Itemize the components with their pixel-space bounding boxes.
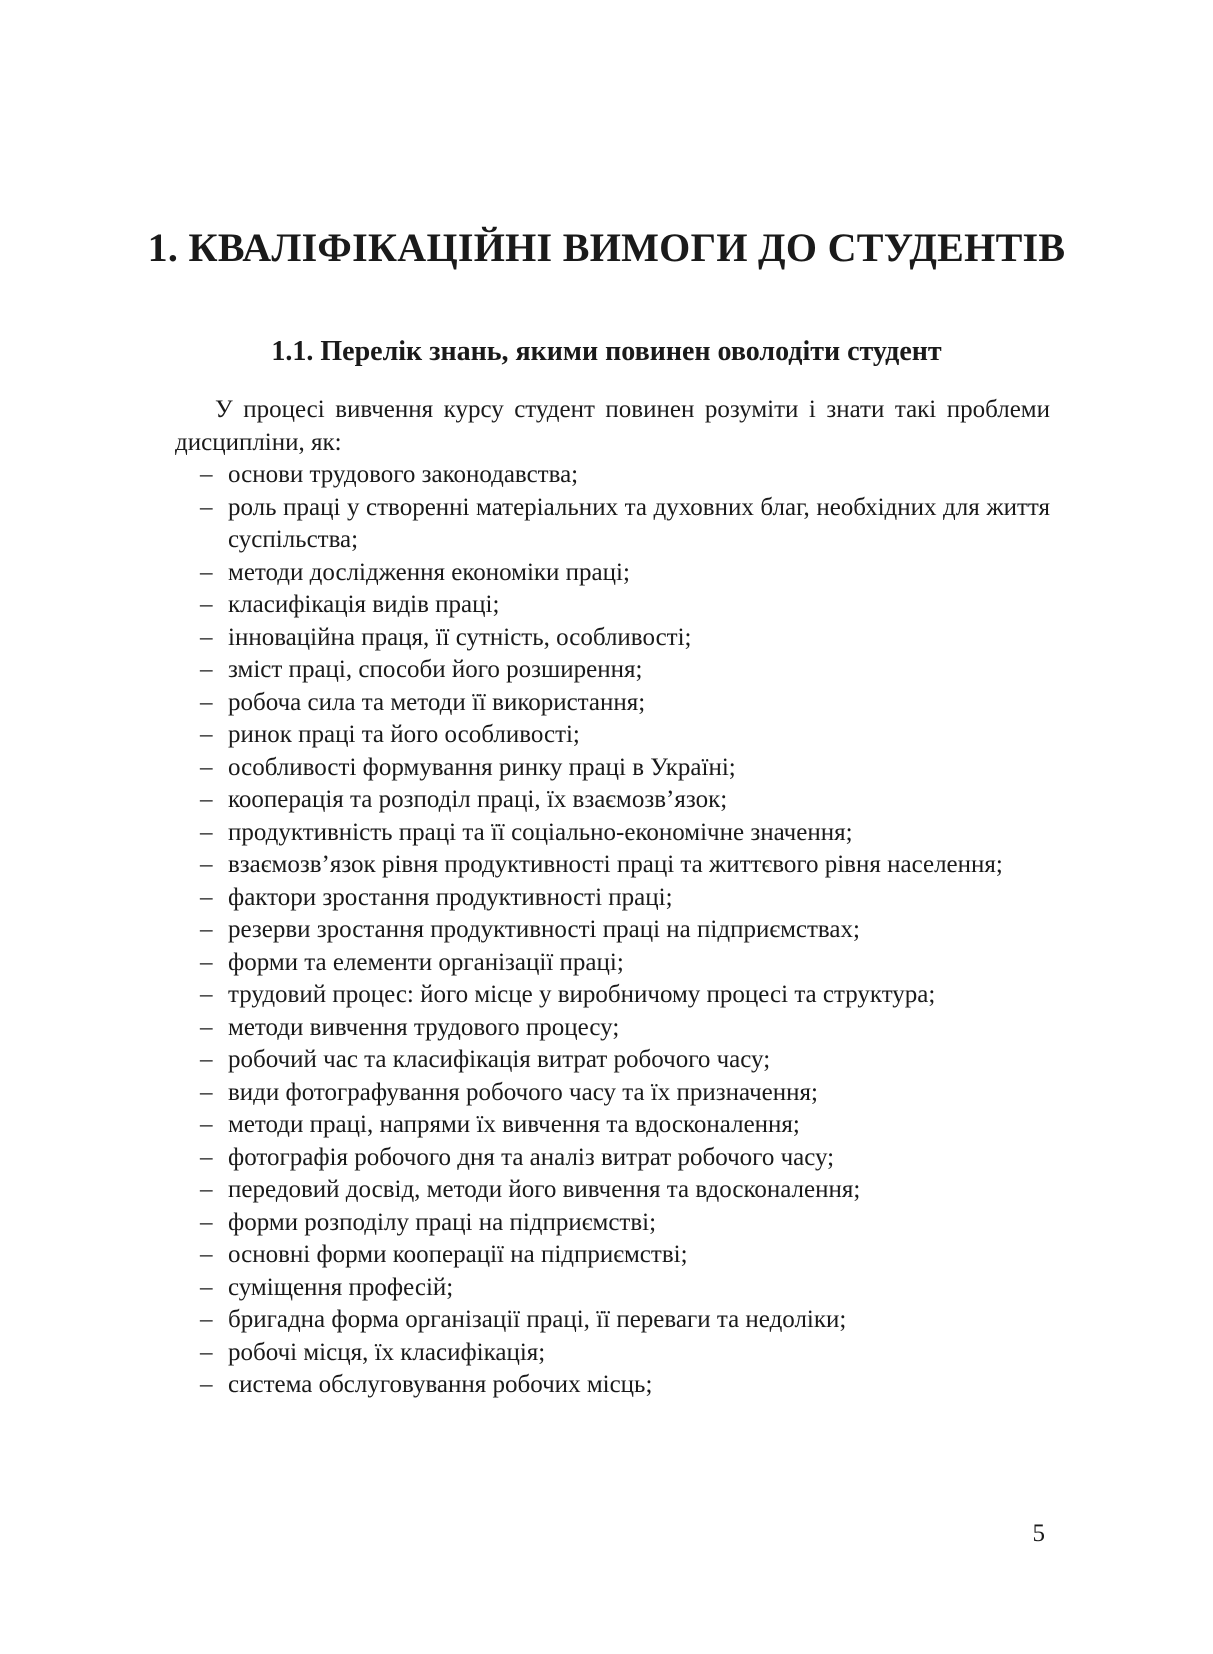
- list-item: [200, 1077, 1050, 1110]
- list-dash-marker: –: [200, 688, 213, 716]
- list-item-text: бригадна форма організації праці, її переваги та недоліки;: [228, 1306, 847, 1333]
- list-item: [200, 622, 1050, 655]
- list-dash-marker: –: [200, 818, 213, 846]
- list-dash-marker: –: [200, 916, 213, 943]
- list-item: [200, 1044, 1050, 1077]
- list-item: [200, 654, 1050, 687]
- list-item: [200, 882, 1050, 915]
- list-item: [200, 1012, 1050, 1045]
- list-item-text: роль праці у створенні матеріальних та духовних благ, необхідних для життя суспільства;: [228, 493, 1050, 553]
- list-item-text: трудовий процес: його місце у виробничому процесі та структура;: [228, 981, 936, 1008]
- list-item: [200, 557, 1050, 590]
- list-dash-marker: –: [200, 753, 213, 781]
- list-item-text: інноваційна праця, її сутність, особливості;: [228, 623, 692, 651]
- list-item-text: робочі місця, їх класифікація;: [228, 1338, 546, 1366]
- list-item: [200, 1207, 1050, 1240]
- list-item: [200, 752, 1050, 785]
- chapter-title: 1. КВАЛІФІКАЦІЙНІ ВИМОГИ ДО СТУДЕНТІВ: [147, 225, 1066, 270]
- list-item-text: класифікація видів праці;: [228, 591, 500, 618]
- list-item: [200, 817, 1050, 850]
- list-item-text: суміщення професій;: [228, 1273, 454, 1301]
- list-item-text: види фотографування робочого часу та їх призначення;: [228, 1078, 818, 1106]
- list-dash-marker: –: [200, 1208, 213, 1236]
- list-dash-marker: –: [200, 1273, 213, 1301]
- list-dash-marker: –: [200, 461, 213, 488]
- list-item: [200, 1239, 1050, 1272]
- list-item: [200, 492, 1050, 557]
- list-dash-marker: –: [200, 981, 213, 1008]
- list-item: [200, 1337, 1050, 1370]
- list-item-text: зміст праці, способи його розширення;: [228, 656, 643, 683]
- knowledge-list: [200, 459, 1050, 1402]
- list-item-text: робоча сила та методи її використання;: [228, 688, 646, 716]
- list-item-text: резерви зростання продуктивності праці на підприємствах;: [228, 916, 860, 943]
- list-dash-marker: –: [200, 1013, 213, 1041]
- list-item-text: основні форми кооперації на підприємстві;: [228, 1241, 688, 1268]
- list-dash-marker: –: [200, 883, 213, 911]
- list-dash-marker: –: [200, 851, 213, 878]
- list-item: [200, 1304, 1050, 1337]
- list-item: [200, 947, 1050, 980]
- list-item-text: фотографія робочого дня та аналіз витрат робочого часу;: [228, 1143, 835, 1171]
- intro-paragraph: У процесі вивчення курсу студент повинен розуміти і знати такі проблеми дисципліни, як:: [175, 396, 1050, 456]
- list-item: [200, 459, 1050, 492]
- list-dash-marker: –: [200, 1338, 213, 1366]
- page-number: 5: [1032, 1520, 1045, 1547]
- list-item-text: ринок праці та його особливості;: [228, 721, 580, 748]
- list-item: [200, 687, 1050, 720]
- list-dash-marker: –: [200, 1111, 213, 1138]
- list-item-text: методи дослідження економіки праці;: [228, 558, 630, 586]
- list-item: [200, 849, 1050, 882]
- list-dash-marker: –: [200, 1143, 213, 1171]
- list-item-text: фактори зростання продуктивності праці;: [228, 883, 673, 911]
- list-item-text: система обслуговування робочих місць;: [228, 1371, 653, 1398]
- list-item: [200, 979, 1050, 1012]
- list-item: [200, 1142, 1050, 1175]
- list-item: [200, 1272, 1050, 1305]
- list-dash-marker: –: [200, 1306, 213, 1333]
- list-item: [200, 1174, 1050, 1207]
- list-dash-marker: –: [200, 786, 213, 813]
- list-item: [200, 914, 1050, 947]
- list-item: [200, 589, 1050, 622]
- list-item: [200, 784, 1050, 817]
- list-dash-marker: –: [200, 1371, 213, 1398]
- list-dash-marker: –: [200, 1078, 213, 1106]
- list-item-text: продуктивність праці та її соціально-економічне значення;: [228, 818, 853, 846]
- list-item-text: передовий досвід, методи його вивчення та вдосконалення;: [228, 1176, 861, 1203]
- list-item-text: робочий час та класифікація витрат робочого часу;: [228, 1046, 771, 1073]
- list-item: [200, 1109, 1050, 1142]
- list-item-text: форми розподілу праці на підприємстві;: [228, 1208, 657, 1236]
- list-dash-marker: –: [200, 721, 213, 748]
- list-dash-marker: –: [200, 558, 213, 586]
- list-dash-marker: –: [200, 591, 213, 618]
- list-item-text: взаємозв’язок рівня продуктивності праці та життєвого рівня населення;: [228, 851, 1003, 878]
- list-item-text: кооперація та розподіл праці, їх взаємозв’язок;: [228, 786, 728, 813]
- section-title: 1.1. Перелік знань, якими повинен оволодіти студент: [271, 336, 942, 367]
- list-item: [200, 1369, 1050, 1402]
- list-item-text: основи трудового законодавства;: [228, 461, 579, 488]
- list-dash-marker: –: [200, 1176, 213, 1203]
- list-item-text: методи вивчення трудового процесу;: [228, 1013, 620, 1041]
- list-dash-marker: –: [200, 948, 213, 976]
- list-dash-marker: –: [200, 623, 213, 651]
- list-dash-marker: –: [200, 1241, 213, 1268]
- list-item-text: особливості формування ринку праці в Україні;: [228, 753, 736, 781]
- list-dash-marker: –: [200, 493, 213, 521]
- list-dash-marker: –: [200, 656, 213, 683]
- list-item-text: форми та елементи організації праці;: [228, 948, 624, 976]
- list-dash-marker: –: [200, 1046, 213, 1073]
- list-item-text: методи праці, напрями їх вивчення та вдосконалення;: [228, 1111, 800, 1138]
- list-item: [200, 719, 1050, 752]
